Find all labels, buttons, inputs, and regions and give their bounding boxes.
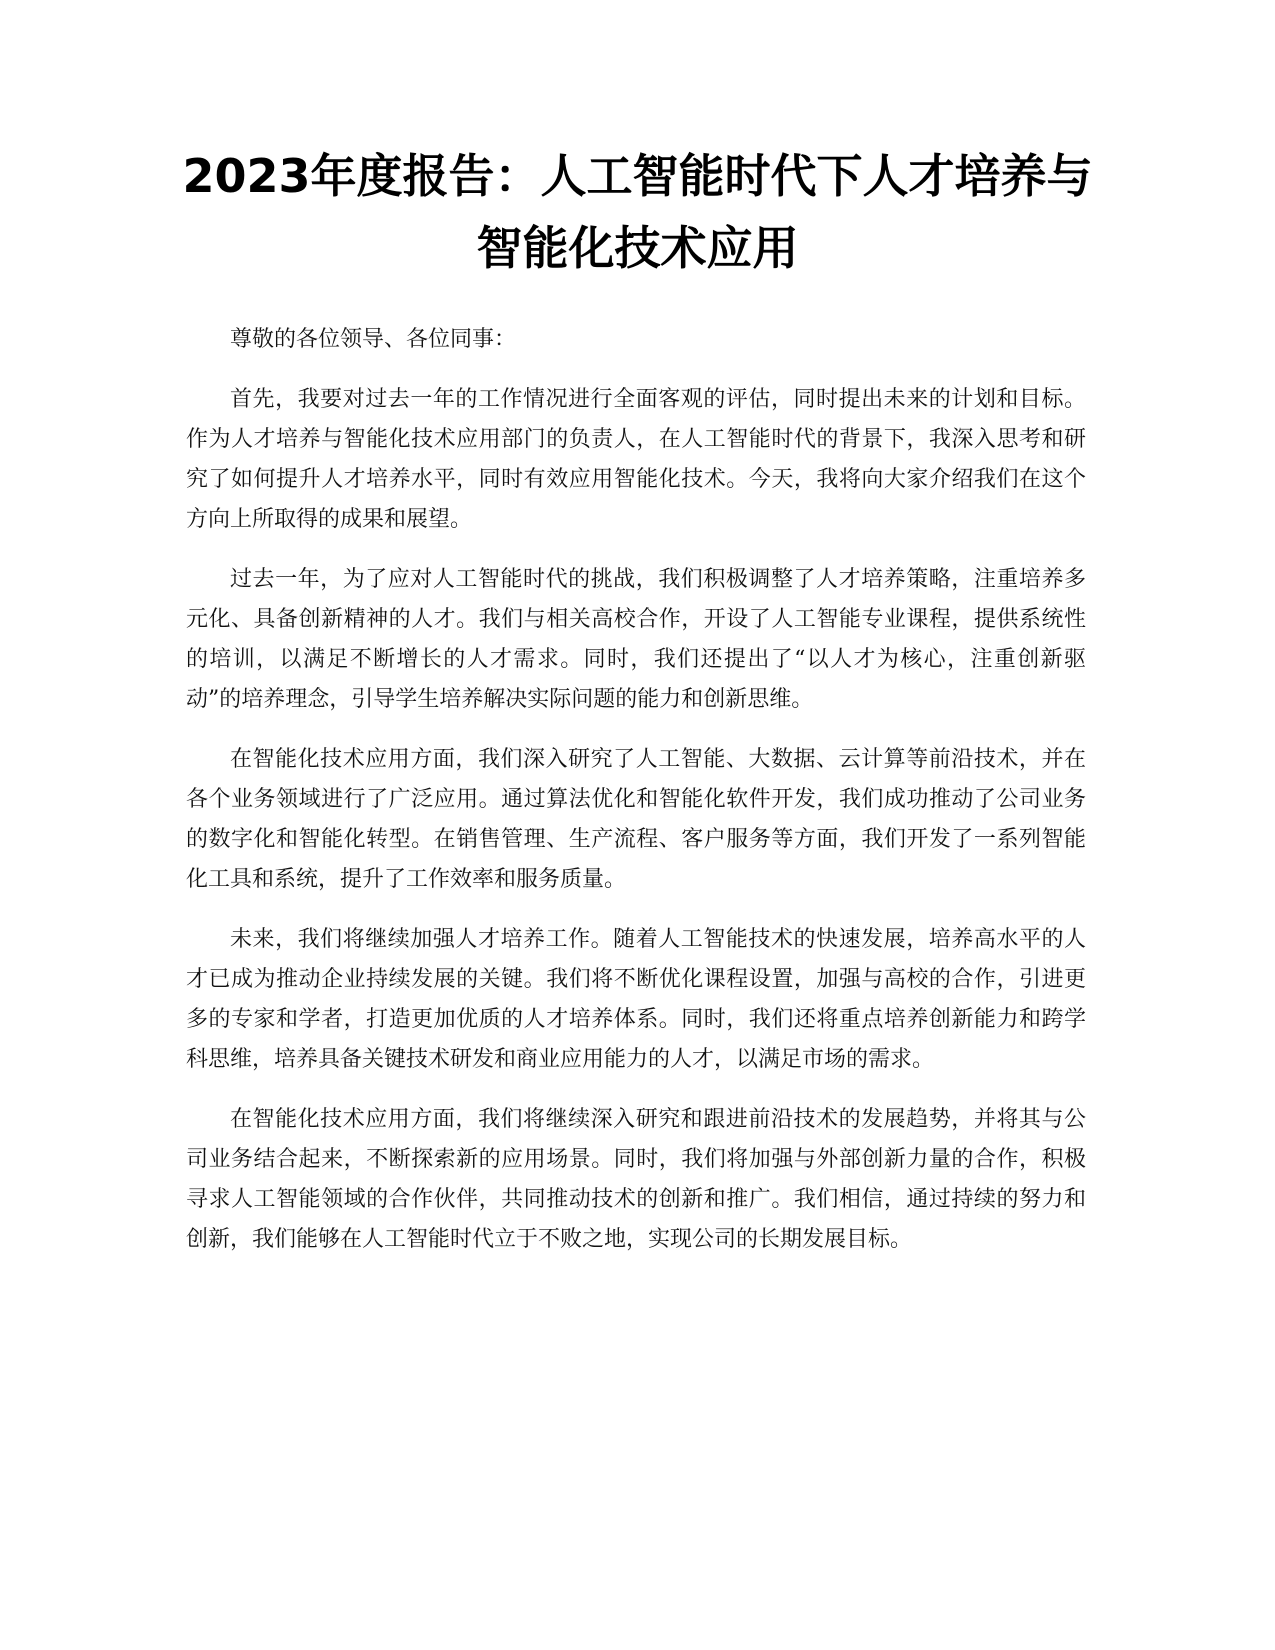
- paragraph-3: 在智能化技术应用方面，我们深入研究了人工智能、大数据、云计算等前沿技术，并在各个业务领域进行了广泛应用。通过算法优化和智能化软件开发，我们成功推动了公司业务的数字化和智能化转型。在销售管理、生产流程、客户服务等方面，我们开发了一系列智能化工具和系统，提升了工作效率和服务质量。: [186, 747, 1086, 892]
- title-line-2: 智能化技术应用: [476, 221, 799, 275]
- paragraph-5: 在智能化技术应用方面，我们将继续深入研究和跟进前沿技术的发展趋势，并将其与公司业务结合起来，不断探索新的应用场景。同时，我们将加强与外部创新力量的合作，积极寻求人工智能领域的合作伙伴，共同推动技术的创新和推广。我们相信，通过持续的努力和创新，我们能够在人工智能时代立于不败之地，实现公司的长期发展目标。: [186, 1107, 1086, 1252]
- paragraph-1: 首先，我要对过去一年的工作情况进行全面客观的评估，同时提出未来的计划和目标。作为人才培养与智能化技术应用部门的负责人，在人工智能时代的背景下，我深入思考和研究了如何提升人才培养水平，同时有效应用智能化技术。今天，我将向大家介绍我们在这个方向上所取得的成果和展望。: [186, 387, 1086, 532]
- paragraph-2: 过去一年，为了应对人工智能时代的挑战，我们积极调整了人才培养策略，注重培养多元化、具备创新精神的人才。我们与相关高校合作，开设了人工智能专业课程，提供系统性的培训，以满足不断增长的人才需求。同时，我们还提出了“以人才为核心，注重创新驱动”的培养理念，引导学生培养解决实际问题的能力和创新思维。: [186, 567, 1086, 712]
- page-title: [180, 140, 1095, 284]
- salutation: 尊敬的各位领导、各位同事：: [230, 327, 517, 352]
- document-body: [186, 320, 1086, 1280]
- paragraph-4: 未来，我们将继续加强人才培养工作。随着人工智能技术的快速发展，培养高水平的人才已成为推动企业持续发展的关键。我们将不断优化课程设置，加强与高校的合作，引进更多的专家和学者，打造更加优质的人才培养体系。同时，我们还将重点培养创新能力和跨学科思维，培养具备关键技术研发和商业应用能力的人才，以满足市场的需求。: [186, 927, 1086, 1072]
- title-line-1: 2023年度报告：人工智能时代下人才培养与: [182, 149, 1093, 203]
